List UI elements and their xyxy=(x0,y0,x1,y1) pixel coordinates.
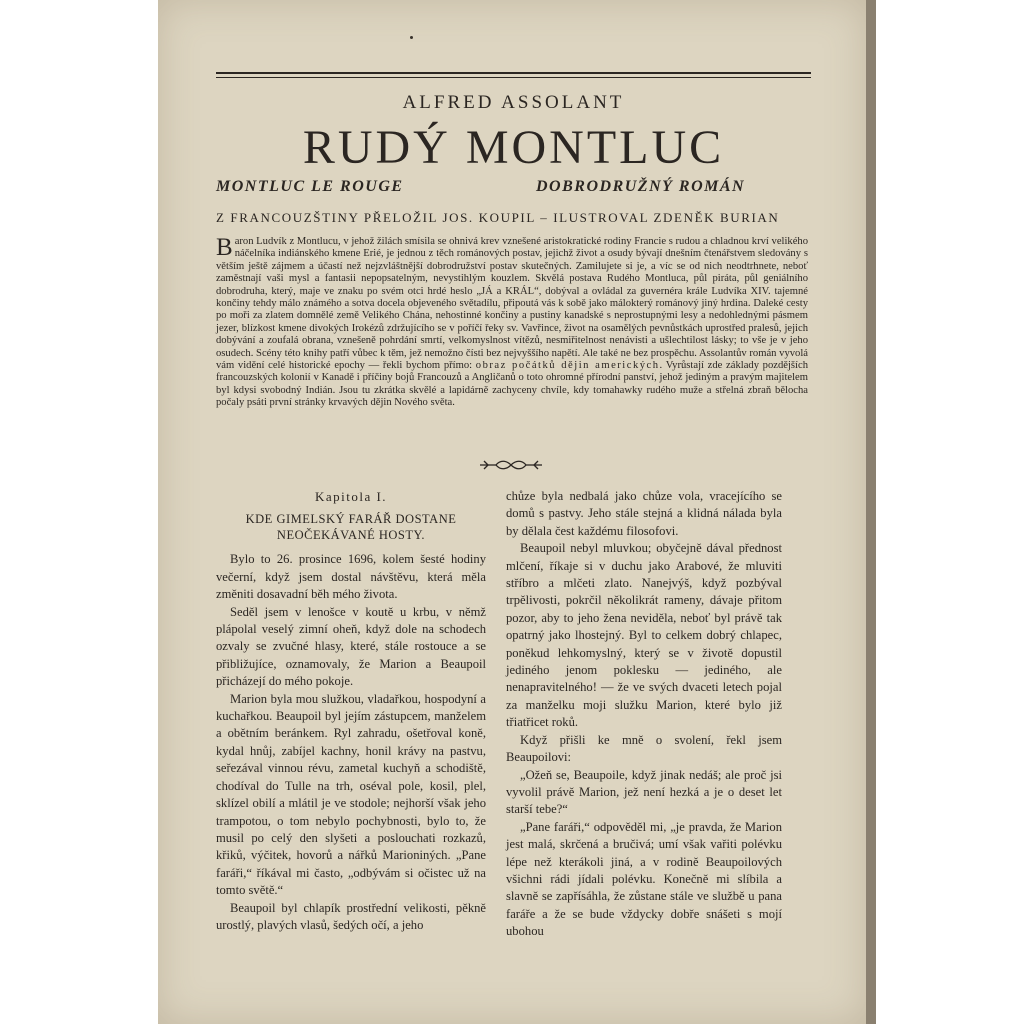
header-rule xyxy=(216,72,811,74)
background-margin xyxy=(876,0,1024,1024)
right-column xyxy=(506,488,782,941)
ornament-divider xyxy=(476,458,546,472)
body-paragraph: Když přišli ke mně o svolení, řekl jsem Beaupoilovi: xyxy=(506,732,782,765)
body-paragraph: Beaupoil byl chlapík prostřední velikosti, pěkně urostlý, plavých vlasů, šedých očí, a jeho xyxy=(216,900,486,932)
body-paragraph: „Pane faráři,“ odpověděl mi, „je pravda, že Marion jest malá, skrčená a bručivá; umí však vařiti polévku lépe než kterákoli jiná, a v rodině Beaupoilových všichni rádi jídali polévku. Konečně mi slíbila a slavně se zapřísáhla, že zůstane stále ve službě u pana faráře a že se bude vždycky dobře snášeti s mojí ubohou xyxy=(506,819,782,939)
body-paragraph: Marion byla mou služkou, vladařkou, hospodyní a kuchařkou. Beaupoil byl jejím zástupcem, manželem a obětním beránkem. Ryl zahradu, ošetřoval koně, kydal hnůj, zabíjel kachny, honil krávy na pastvu, seřezával vinnou révu, zametal kuchyň a schodiště, chodíval do Tulle na trh, oséval pole, kosil, plel, sklízel obilí a mlátil je ve stodole; nejhorší však jeho trampotou, o tom nebylo pochybnosti, bylo to, že musil po celý den slyšeti a poslouchati rozkazů, křiků, výčitek, hovorů a nářků Marioniných. „Pane faráři,“ říkával mi často, „odbývám si očistec už na tomto světě.“ xyxy=(216,691,486,898)
body-paragraph: Seděl jsem v lenošce v koutě u krbu, v němž plápolal veselý zimní oheň, když dole na schodech ozvaly se zvučné hlasy, které, stále rostouce a se přibližujíce, oznamovaly, že Marion a Beaupoil přicházejí do mého pokoje. xyxy=(216,604,486,689)
author-name: ALFRED ASSOLANT xyxy=(402,92,625,113)
print-speck xyxy=(410,36,413,39)
intro-text-2: . Vyrůstají zde základy pozdějších francouzských kolonií v Kanadě i příčiny bojů Francouzů a Angličanů o toto ohromné přírodní panství, jehož jediným a pravým majitelem byl kdysi svobodný Indián. Jsou tu zkrátka skvělé a lapidárně zachyceny chvíle, kdy tomahawky rudého muže a střelná zbraň bělocha počaly psáti první stránky krvavých dějin Nového světa. xyxy=(216,360,808,409)
body-paragraph: „Ožeň se, Beaupoile, když jinak nedáš; ale proč jsi vyvolil právě Marion, jež není hezká a je o deset let starší tebe?“ xyxy=(506,767,782,817)
intro-paragraph xyxy=(216,236,808,410)
translator-illustrator-credit: Z FRANCOUZŠTINY PŘELOŽIL JOS. KOUPIL – ILUSTROVAL ZDENĚK BURIAN xyxy=(216,210,780,225)
chapter-label: Kapitola I. xyxy=(314,489,388,504)
genre-label: DOBRODRUŽNÝ ROMÁN xyxy=(536,178,746,195)
body-paragraph: Beaupoil nebyl mluvkou; obyčejně dával přednost mlčení, říkaje si v duchu jako Arabové, že mluviti stříbro a mlčeti zlato. Nanejvýš, když pozbýval trpělivosti, pokrčil několikrát rameny, dávaje přitom pozor, aby to jeho žena neviděla, neboť byl právě tak opatrný jako lhostejný. Byl to celkem dobrý chlapec, poněkud lehkomyslný, který se v životě dopustil jediného jenom poklesku — jediného, ale nenapravitelného! — že ve svých dvaceti letech pojal za manželku moji služku Marion, které bylo již třiatřicet roků. xyxy=(506,541,782,730)
chapter-heading: KDE GIMELSKÝ FARÁŘ DOSTANE NEOČEKÁVANÉ HOSTY. xyxy=(245,512,457,543)
drop-cap: B xyxy=(216,234,233,261)
header-rule-thin xyxy=(216,77,811,78)
left-column xyxy=(216,488,486,934)
body-paragraph-continued: chůze byla nedbalá jako chůze vola, vracejícího se domů s pastvy. Jeho stále stejná a klidná nálada byla by dělala čest každému filosofovi. xyxy=(506,489,782,538)
body-paragraph: Bylo to 26. prosince 1696, kolem šesté hodiny večerní, když jsem dostal návštěvu, která měla změniti dosavadní běh mého života. xyxy=(216,552,486,602)
intro-text-1: aron Ludvík z Montlucu, v jehož žilách smísila se ohnivá krev vznešené aristokratické rodiny Francie s rudou a chladnou krví velikého náčelníka indiánského kmene Erié, je jednou z těch románových postav, jejichž život a osudy bývají dnešním čtenářstvem sledovány s větším ještě zájmem a účastí než nejzvláštnější dobrodružství postav skutečných. Zamilujete si je, a víc se od nich neodtrhnete, neboť zaměstnají vaši mysl a fantasii nepopsatelným, nevystihlým kouzlem. Skvělá postava Rudého Montluca, půl piráta, půl geniálního dobrodruha, který, maje ve znaku po svém otci hrdé heslo „JÁ a KRÁL“, dobýval a ovládal za guvernéra krále Ludvíka XIV. tajemné končiny tehdy málo známého a sotva docela objeveného světadílu, připoutá vás k sobě jako málokterý románový jiný hrdina. Daleké cesty po moři za zlatem domnělé země Velikého Chána, nehostinné končiny a pustiny kanadské s neprostupnými lesy a nedohlednými pásmem jezer, blízkost kmene divokých Irokézů zdržujícího se v poříčí řeky sv. Vavřince, život na osamělých pevnůstkách uprostřed pralesů, jejich dobývání a zoufalá obrana, vznešeně pohrdání smrtí, velkomyslnost vítězů, nesmiřitelnost nenávisti a ušlechtilost lásky; to vše je v jeho osudech. Scény této knihy patří vůbec k těm, jež nemožno čísti bez nejvyššího napětí. Ale také ne bez prospěchu. Assolantův román vyvolá vám vidění celé historické epochy — řekli bychom přímo: xyxy=(216,236,808,372)
book-title: RUDÝ MONTLUC xyxy=(302,121,725,174)
original-title: MONTLUC LE ROUGE xyxy=(216,178,404,195)
page-edge xyxy=(866,0,876,1024)
intro-text-spaced: obraz počátků dějin amerických xyxy=(475,360,660,372)
